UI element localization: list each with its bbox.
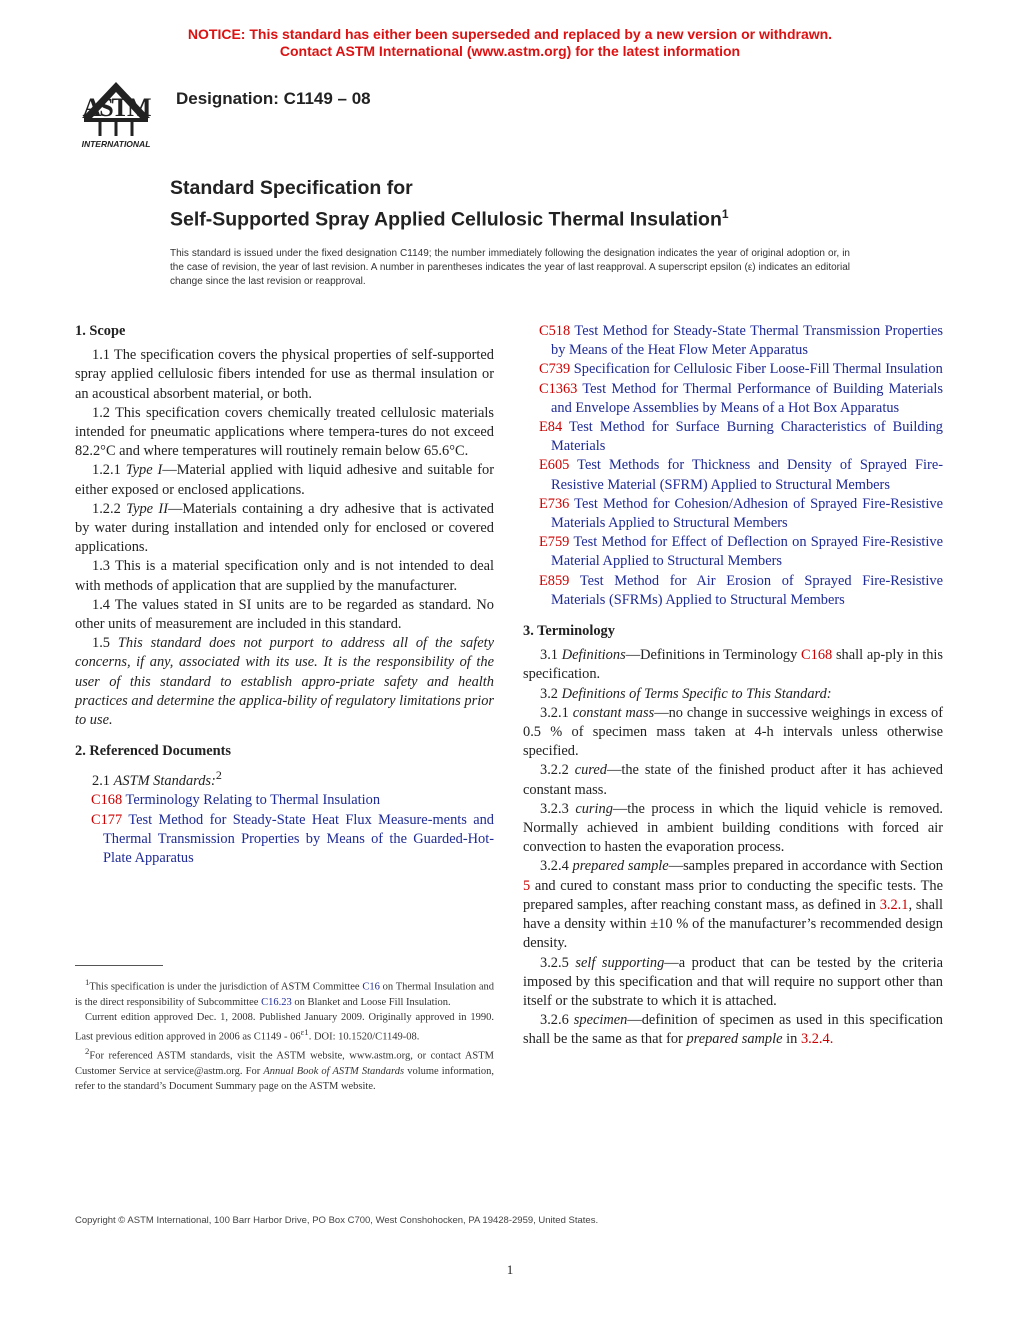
para-3-1: 3.1 Definitions—Definitions in Terminology C168 shall ap-ply in this specification. — [523, 647, 943, 683]
footnote-divider — [75, 965, 163, 966]
para-1-3: 1.3 This is a material specification only and is not intended to deal with methods of application that are supplied by the manufacturer. — [75, 558, 494, 594]
ref-title[interactable]: Test Method for Steady-State Heat Flux Measure-ments and Thermal Transmission Properties by Means of the Guarded-Hot-Plate Apparatus — [103, 811, 495, 867]
astm-logo — [70, 78, 162, 150]
link-c16[interactable]: C16 — [362, 981, 380, 993]
reference-item[interactable] — [523, 456, 943, 494]
title-line-2 — [170, 201, 729, 233]
ref-code[interactable]: C1363 — [539, 380, 578, 397]
svg-text:INTERNATIONAL: INTERNATIONAL — [81, 139, 151, 149]
footnote-1: $^1$This specification is under the jurisdiction of ASTM Committee C16 on Thermal Insulation and is the direct responsibility of Subcommittee C16.23 on Blanket and Loose Fill Insulation. — [75, 977, 495, 1008]
ref-title[interactable]: Specification for Cellulosic Fiber Loose-Fill Thermal Insulation — [573, 361, 943, 378]
ref-title[interactable]: Terminology Relating to Thermal Insulation — [125, 792, 381, 809]
title-footnote-mark: 1 — [721, 207, 729, 221]
para-3-2-5: 3.2.5 self supporting—a product that can be tested by the criteria imposed by this specification and that will require no support other than itself or the substrate to which it is attached. — [523, 954, 943, 1009]
title-main: Self-Supported Spray Applied Cellulosic Thermal Insulation — [170, 208, 722, 231]
reference-item[interactable] — [523, 360, 943, 379]
designation: Designation: C1149 – 08 — [176, 89, 371, 108]
notice-line-2: Contact ASTM International (www.astm.org) for the latest information — [279, 43, 741, 59]
right-column — [523, 322, 943, 1050]
issuance-note: This standard is issued under the fixed designation C1149; the number immediately following the designation indicates the year of original adoption or, in the case of revision, the year of last revision. A number in parentheses indicates the year of last reapproval. A superscript epsilon (ε) indicates an editorial change since the last revision or reapproval. — [170, 248, 850, 287]
ref-code[interactable]: C518 — [539, 323, 571, 339]
reference-item[interactable] — [75, 811, 494, 869]
section-heading-scope: 1. Scope — [75, 323, 126, 339]
link-c168[interactable]: C168 — [801, 647, 833, 664]
notice-banner — [0, 26, 1020, 60]
document-title — [170, 175, 729, 233]
para-3-2-2: 3.2.2 cured—the state of the finished product after it has achieved constant mass. — [523, 762, 944, 798]
notice-line-1: NOTICE: This standard has either been superseded and replaced by a new version or withdrawn. — [187, 26, 833, 42]
ref-title[interactable]: Test Method for Cohesion/Adhesion of Sprayed Fire-Resistive Materials Applied to Structural Members — [551, 495, 943, 532]
para-3-2-4: 3.2.4 prepared sample—samples prepared in accordance with Section 5 and cured to constant mass prior to conducting the specific tests. The prepared samples, after reaching constant mass, as defined in 3.2.1, shall have a density within ±10 % of the manufacturer’s recommended design density. — [523, 858, 944, 952]
section-heading-terminology: 3. Terminology — [523, 623, 615, 640]
para-1-5: 1.5 This standard does not purport to address all of the safety concerns, if any, associated with its use. It is the responsibility of the user of this standard to establish appro-priate safety and health practices and determine the applica-bility of regulatory limitations prior to use. — [75, 635, 494, 729]
reference-item[interactable] — [523, 572, 943, 610]
footnotes — [75, 975, 494, 1094]
para-1-2: 1.2 This specification covers chemically treated cellulosic materials intended for pneumatic applications where tempera-tures do not exceed 82.2°C and where temperatures will routinely remain below 65.6°C. — [75, 404, 494, 460]
ref-title[interactable]: Test Methods for Thickness and Density of Sprayed Fire-Resistive Material (SFRM) Applied to Structural Members — [551, 457, 943, 493]
ref-title[interactable]: Test Method for Surface Burning Characteristics of Building Materials — [551, 419, 943, 455]
ref-code[interactable]: E736 — [539, 495, 570, 512]
ref-title[interactable]: Test Method for Effect of Deflection on Sprayed Fire-Resistive Material Applied to Structural Members — [551, 534, 943, 570]
footnote-1-edition: Current edition approved Dec. 1, 2008. Published January 2009. Originally approved in 1990. Last previous edition approved in 2006 as $C1149 - 06^{\varepsilon 1}$. DOI: 10.1520/C1149-08. — [75, 1011, 494, 1042]
para-3-2: 3.2 Definitions of Terms Specific to This Standard: — [540, 685, 832, 702]
para-3-2-6: 3.2.6 specimen—definition of specimen as used in this specification shall be the same as that for prepared sample in 3.2.4. — [523, 1012, 943, 1048]
para-3-2-1: 3.2.1 constant mass—no change in successive weighings in excess of 0.5 % of specimen mass taken at 4-h intervals unless otherwise specified. — [523, 704, 943, 760]
title-line-1: Standard Specification for — [170, 177, 413, 199]
ref-title[interactable]: Test Method for Steady-State Thermal Transmission Properties by Means of the Heat Flow Meter Apparatus — [551, 323, 944, 359]
ref-code[interactable]: C739 — [539, 361, 571, 378]
ref-code[interactable]: E859 — [539, 572, 570, 589]
left-column — [75, 322, 494, 868]
para-2-1: 2.1 ASTM Standards:$^2$ — [92, 768, 222, 790]
reference-item[interactable] — [523, 495, 943, 533]
ref-code[interactable]: E759 — [539, 534, 570, 551]
ref-code[interactable]: C177 — [91, 811, 123, 828]
para-3-2-3: 3.2.3 curing—the process in which the liquid vehicle is removed. Normally achieved in ambient building conditions with forced air convection to hasten the evaporation process. — [523, 800, 943, 856]
para-1-1: 1.1 The specification covers the physical properties of self-supported spray applied cellulosic fibers intended for use as thermal insulation or an acoustical absorbent material, or both. — [75, 347, 494, 402]
link-c16-23[interactable]: C16.23 — [261, 996, 292, 1008]
para-1-2-1: 1.2.1 Type I—Material applied with liquid adhesive and suitable for either exposed or enclosed applications. — [75, 462, 494, 498]
para-1-2-2: 1.2.2 Type II—Materials containing a dry adhesive that is activated by water during installation and intended only for enclosed or covered applications. — [75, 500, 494, 556]
footnote-2: $^2$For referenced ASTM standards, visit the ASTM website, www.astm.org, or contact ASTM Customer Service at service@astm.org. For Annual Book of ASTM Standards volume information, refer to the standard’s Document Summary page on the ASTM website. — [75, 1046, 494, 1092]
copyright: Copyright © ASTM International, 100 Barr Harbor Drive, PO Box C700, West Conshohocken, PA 19428-2959, United States. — [75, 1215, 599, 1226]
para-1-4: 1.4 The values stated in SI units are to be regarded as standard. No other units of measurement are included in this standard. — [75, 596, 494, 633]
ref-code[interactable]: E605 — [539, 457, 570, 474]
reference-item[interactable] — [523, 380, 943, 418]
ref-code[interactable]: E84 — [539, 419, 563, 436]
ref-code[interactable]: C168 — [91, 792, 123, 809]
link-section-5[interactable]: 5 — [523, 877, 531, 894]
svg-text:ASTM: ASTM — [82, 93, 150, 122]
link-3-2-4[interactable]: 3.2.4 — [800, 1031, 830, 1048]
link-3-2-1[interactable]: 3.2.1 — [879, 896, 909, 913]
ref-title[interactable]: Test Method for Thermal Performance of Building Materials and Envelope Assemblies by Means of a Hot Box Apparatus — [551, 380, 943, 416]
reference-item[interactable] — [75, 791, 494, 810]
ref-title[interactable]: Test Method for Air Erosion of Sprayed Fire-Resistive Materials (SFRMs) Applied to Structural Members — [551, 572, 943, 608]
reference-item[interactable] — [523, 418, 943, 456]
reference-item[interactable] — [523, 322, 943, 360]
page-number: 1 — [506, 1262, 514, 1277]
section-heading-referenced: 2. Referenced Documents — [75, 743, 231, 760]
reference-item[interactable] — [523, 533, 943, 571]
